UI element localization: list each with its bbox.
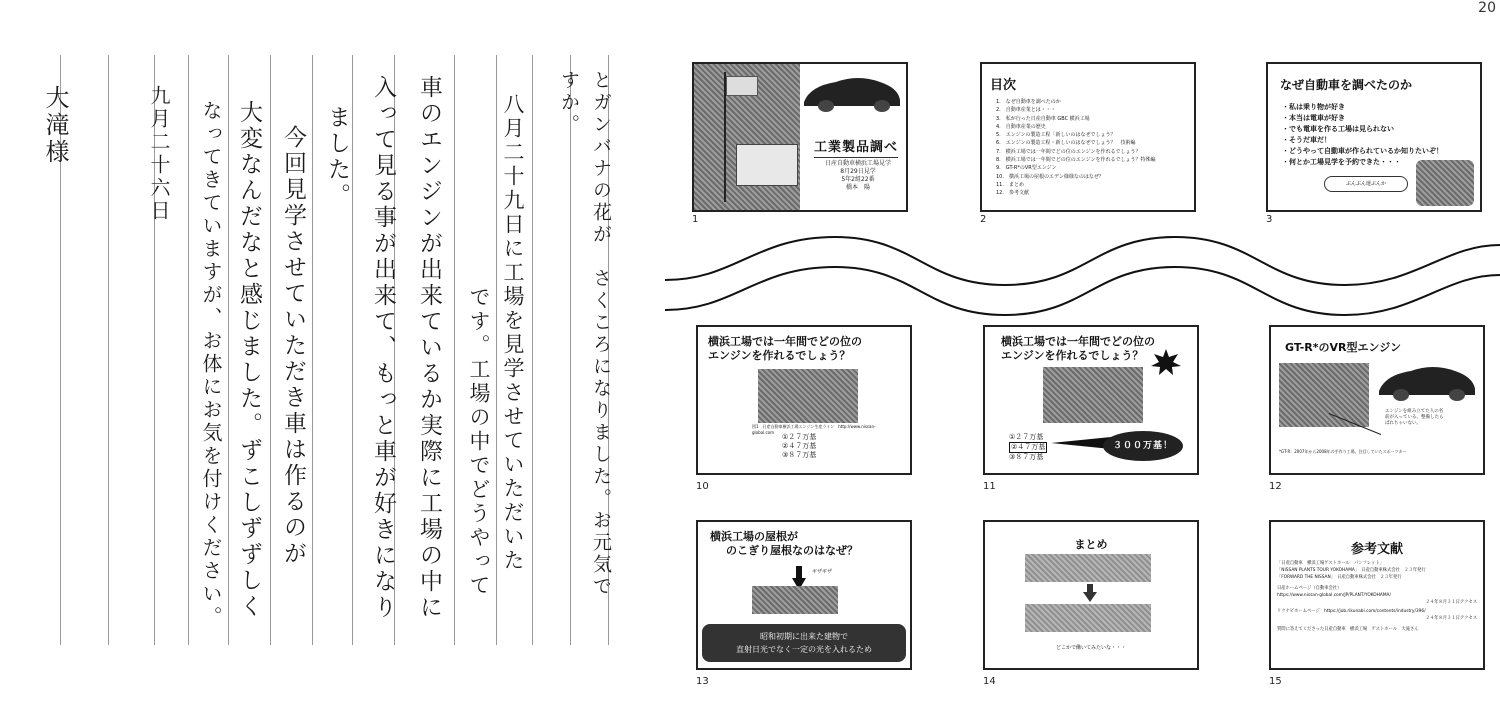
reason-item: ・どうやって自動車が作られているか知りたいぞ！ xyxy=(1282,147,1443,155)
letter-line-3: 八月二十九日に工場を見学させていただいた xyxy=(501,93,525,573)
slide-number: 1 xyxy=(692,214,699,225)
slide-14 xyxy=(983,520,1199,670)
toc-item: 9. GT-R*のVR型エンジン xyxy=(996,165,1057,172)
option: ③８７万基 xyxy=(1009,453,1044,461)
reference-url: https://www.nissan-global.com/JP/PLANT/YOKOHAMA/ xyxy=(1277,593,1391,598)
option-selected: ②４７万基 xyxy=(1011,443,1046,451)
title-line: 横浜工場では一年間でどの位の xyxy=(1001,335,1155,348)
slide-number: 3 xyxy=(1266,214,1273,225)
reason-item: ・そうだ車だ！ xyxy=(1282,136,1331,144)
slide-title: 工業製品調べ xyxy=(814,136,898,158)
slide-title: まとめ xyxy=(1074,538,1108,551)
answer-bubble: ３００万基！ xyxy=(1103,431,1183,461)
cover-info xyxy=(812,160,904,192)
slide-footnote: *GT-R：2007年から2008年の手作り工場。注目していたスポーツカー xyxy=(1279,449,1407,454)
building xyxy=(736,144,798,186)
access-date: ２４年８月３１日アクセス xyxy=(1425,600,1477,605)
sports-car-image xyxy=(800,68,904,112)
letter-line-1: とガンバナの花が さくころになりました。お元気で xyxy=(590,70,612,598)
slide-number: 10 xyxy=(696,481,709,492)
ruled-line xyxy=(454,55,455,645)
title-line: 横浜工場の屋根が xyxy=(710,530,798,543)
banner-line: 直射日光でなく一定の光を入れるため xyxy=(736,645,872,654)
option: ②４７万基 xyxy=(782,442,817,450)
engine-line-photo xyxy=(758,369,858,423)
flag xyxy=(726,76,758,96)
title-line: エンジンを作れるでしょう？ xyxy=(708,349,851,362)
cover-line: 5年2組22番 xyxy=(841,176,875,183)
option: ①２７万基 xyxy=(782,433,817,441)
toc-item: 1. なぜ自動車を調べたのか xyxy=(996,99,1061,105)
star-burst-icon xyxy=(1151,349,1181,375)
reference-item: 「NISSAN PLANTS TOUR YOKOHAMA」 日産自動車株式会社 ２３年発行 xyxy=(1277,568,1426,573)
summary-box xyxy=(1025,604,1151,632)
letter-line-6: 入って見る事が出来て、もっと車が好きになり xyxy=(370,75,396,621)
reason-item: ・私は乗り物が好き xyxy=(1282,103,1345,111)
pointer-wedge xyxy=(1051,437,1111,451)
ruled-line xyxy=(270,55,271,645)
title-line: エンジンを作れるでしょう？ xyxy=(1001,349,1144,362)
child-photo xyxy=(1416,160,1474,206)
ruled-line xyxy=(188,55,189,645)
letter-line-8: 今回見学させていただき車は作るのが xyxy=(280,125,306,567)
acknowledgement: 質問に答えてくださった日産自動車 横浜工場 ゲストホール 大滝さん xyxy=(1277,627,1419,632)
toc-item: 2. 自動車産業とは・・・ xyxy=(996,107,1056,114)
option: ③８７万基 xyxy=(782,451,817,459)
toc-item: 12. 参考文献 xyxy=(996,190,1029,197)
access-date: ２４年８月３１日アクセス xyxy=(1425,616,1477,621)
reference-list xyxy=(1277,560,1477,633)
toc-item: 4. 自動車産業の歴史 xyxy=(996,123,1046,130)
cover-line: 日産自動車横浜工場見学 xyxy=(824,160,891,167)
answer-options xyxy=(782,433,816,460)
cover-line: 8月29日見学 xyxy=(840,168,876,175)
sawtooth-roof-photo xyxy=(752,586,838,614)
roof-label: ギザギザ xyxy=(812,569,833,575)
letter-line-9: 大変なんだなと感じました。ずこしずずしく xyxy=(236,100,262,620)
slide-number: 14 xyxy=(983,676,996,687)
speech-bubble: ぶんぶん運ぶんか xyxy=(1324,176,1408,192)
slide-title xyxy=(710,530,858,558)
title-line: 横浜工場では一年間でどの位の xyxy=(708,335,862,348)
banner-line: 昭和初期に出来た建物で xyxy=(760,632,848,641)
slide-number: 15 xyxy=(1269,676,1282,687)
handwritten-letter xyxy=(41,55,640,645)
reference-item: 「日産自動車 横浜工場ゲストホール パンフレット」 xyxy=(1277,561,1384,566)
slide-2 xyxy=(980,62,1196,212)
toc-list xyxy=(996,98,1155,198)
reason-item: ・何とか工場見学を予約できた・・・ xyxy=(1282,158,1401,166)
slide-11 xyxy=(983,325,1199,475)
toc-item: 3. 私が行った日産自動車 GBC 横浜工場 xyxy=(996,115,1090,122)
page-number: 20 xyxy=(1478,0,1496,16)
letter-line-10: なってきていますが、お体にお気を付けください。 xyxy=(199,100,223,629)
slide-title: GT-R*のVR型エンジン xyxy=(1285,341,1401,354)
omission-wave-mark xyxy=(665,225,1500,325)
sports-car-image xyxy=(1375,357,1479,401)
slide-3 xyxy=(1266,62,1482,212)
engine-line-photo xyxy=(1043,367,1143,423)
slide-number: 11 xyxy=(983,481,996,492)
ruled-line xyxy=(570,55,571,645)
ruled-line xyxy=(532,55,533,645)
ruled-line xyxy=(108,55,109,645)
slide-12 xyxy=(1269,325,1485,475)
slide-title xyxy=(1001,335,1155,363)
reason-item: ・でも電車を作る工場は見られない xyxy=(1282,125,1394,133)
option: ①２７万基 xyxy=(1009,433,1044,441)
reason-list xyxy=(1282,102,1443,168)
letter-addressee: 大滝様 xyxy=(41,85,69,166)
slide-title xyxy=(708,335,862,363)
toc-item: 6. エンジンの製造工程・新しいのはなぜでしょう？ 技術編 xyxy=(996,140,1136,147)
slide-15 xyxy=(1269,520,1485,670)
toc-item: 5. エンジンの製造工程「新しいのはなぜでしょう？ xyxy=(996,132,1116,139)
down-arrow-icon xyxy=(1083,584,1097,602)
summary-box xyxy=(1025,554,1151,582)
slide-13 xyxy=(696,520,912,670)
slide-number: 13 xyxy=(696,676,709,687)
reference-item: 日産ホームページ（自動車会社） xyxy=(1277,586,1342,591)
toc-item: 10. 横浜工場の屋根のエデン様様なのはなぜ？ xyxy=(996,173,1104,180)
slide-title: 目次 xyxy=(990,78,1017,93)
reference-item: リクナビホームページ https://job.rikunabi.com/contents/industry/396/ xyxy=(1277,609,1426,614)
ruled-line xyxy=(312,55,313,645)
letter-line-7: ました。 xyxy=(324,105,350,209)
letter-line-4: です。工場の中でどうやって xyxy=(467,70,491,598)
slide-number: 12 xyxy=(1269,481,1282,492)
engine-photo xyxy=(1279,363,1369,427)
reason-item: ・本当は電車が好き xyxy=(1282,114,1345,122)
toc-item: 8. 横浜工場では一年間でどの位のエンジンを作れるでしょう？特殊編 xyxy=(996,157,1156,164)
slide-number: 2 xyxy=(980,214,987,225)
explanation-banner xyxy=(702,624,906,662)
cover-line: 橋本 陽 xyxy=(845,184,870,191)
toc-item: 7. 横浜工場では一年間でどの位のエンジンを作れるでしょう？ xyxy=(996,148,1141,155)
letter-line-2: すか。 xyxy=(558,70,580,136)
ruled-line xyxy=(228,55,229,645)
engine-callout: エンジンを組み立てた人の名前が入っている。整備したらばれちゃいない。 xyxy=(1385,409,1444,426)
title-line: のこぎり屋根なのはなぜ？ xyxy=(726,544,858,557)
photo-caption: 図1 日産自動車横浜工場エンジン生産ライン http://www.nissan-global.com xyxy=(752,424,876,435)
letter-date: 九月二十六日 xyxy=(147,85,171,223)
reference-item: 「FORWARD THE NISSAN」 日産自動車株式会社 ２３年発行 xyxy=(1277,575,1402,580)
slide-1 xyxy=(692,62,908,212)
closing-remark: どこかで働いてみたいな・・・ xyxy=(1055,645,1126,651)
slide-title: なぜ自動車を調べたのか xyxy=(1280,78,1413,92)
letter-line-5: 車のエンジンが出来ているか実際に工場の中に xyxy=(416,75,442,621)
toc-item: 11. まとめ xyxy=(996,181,1024,188)
slide-10 xyxy=(696,325,912,475)
answer-options xyxy=(1009,433,1047,462)
slide-title: 参考文献 xyxy=(1350,542,1403,557)
